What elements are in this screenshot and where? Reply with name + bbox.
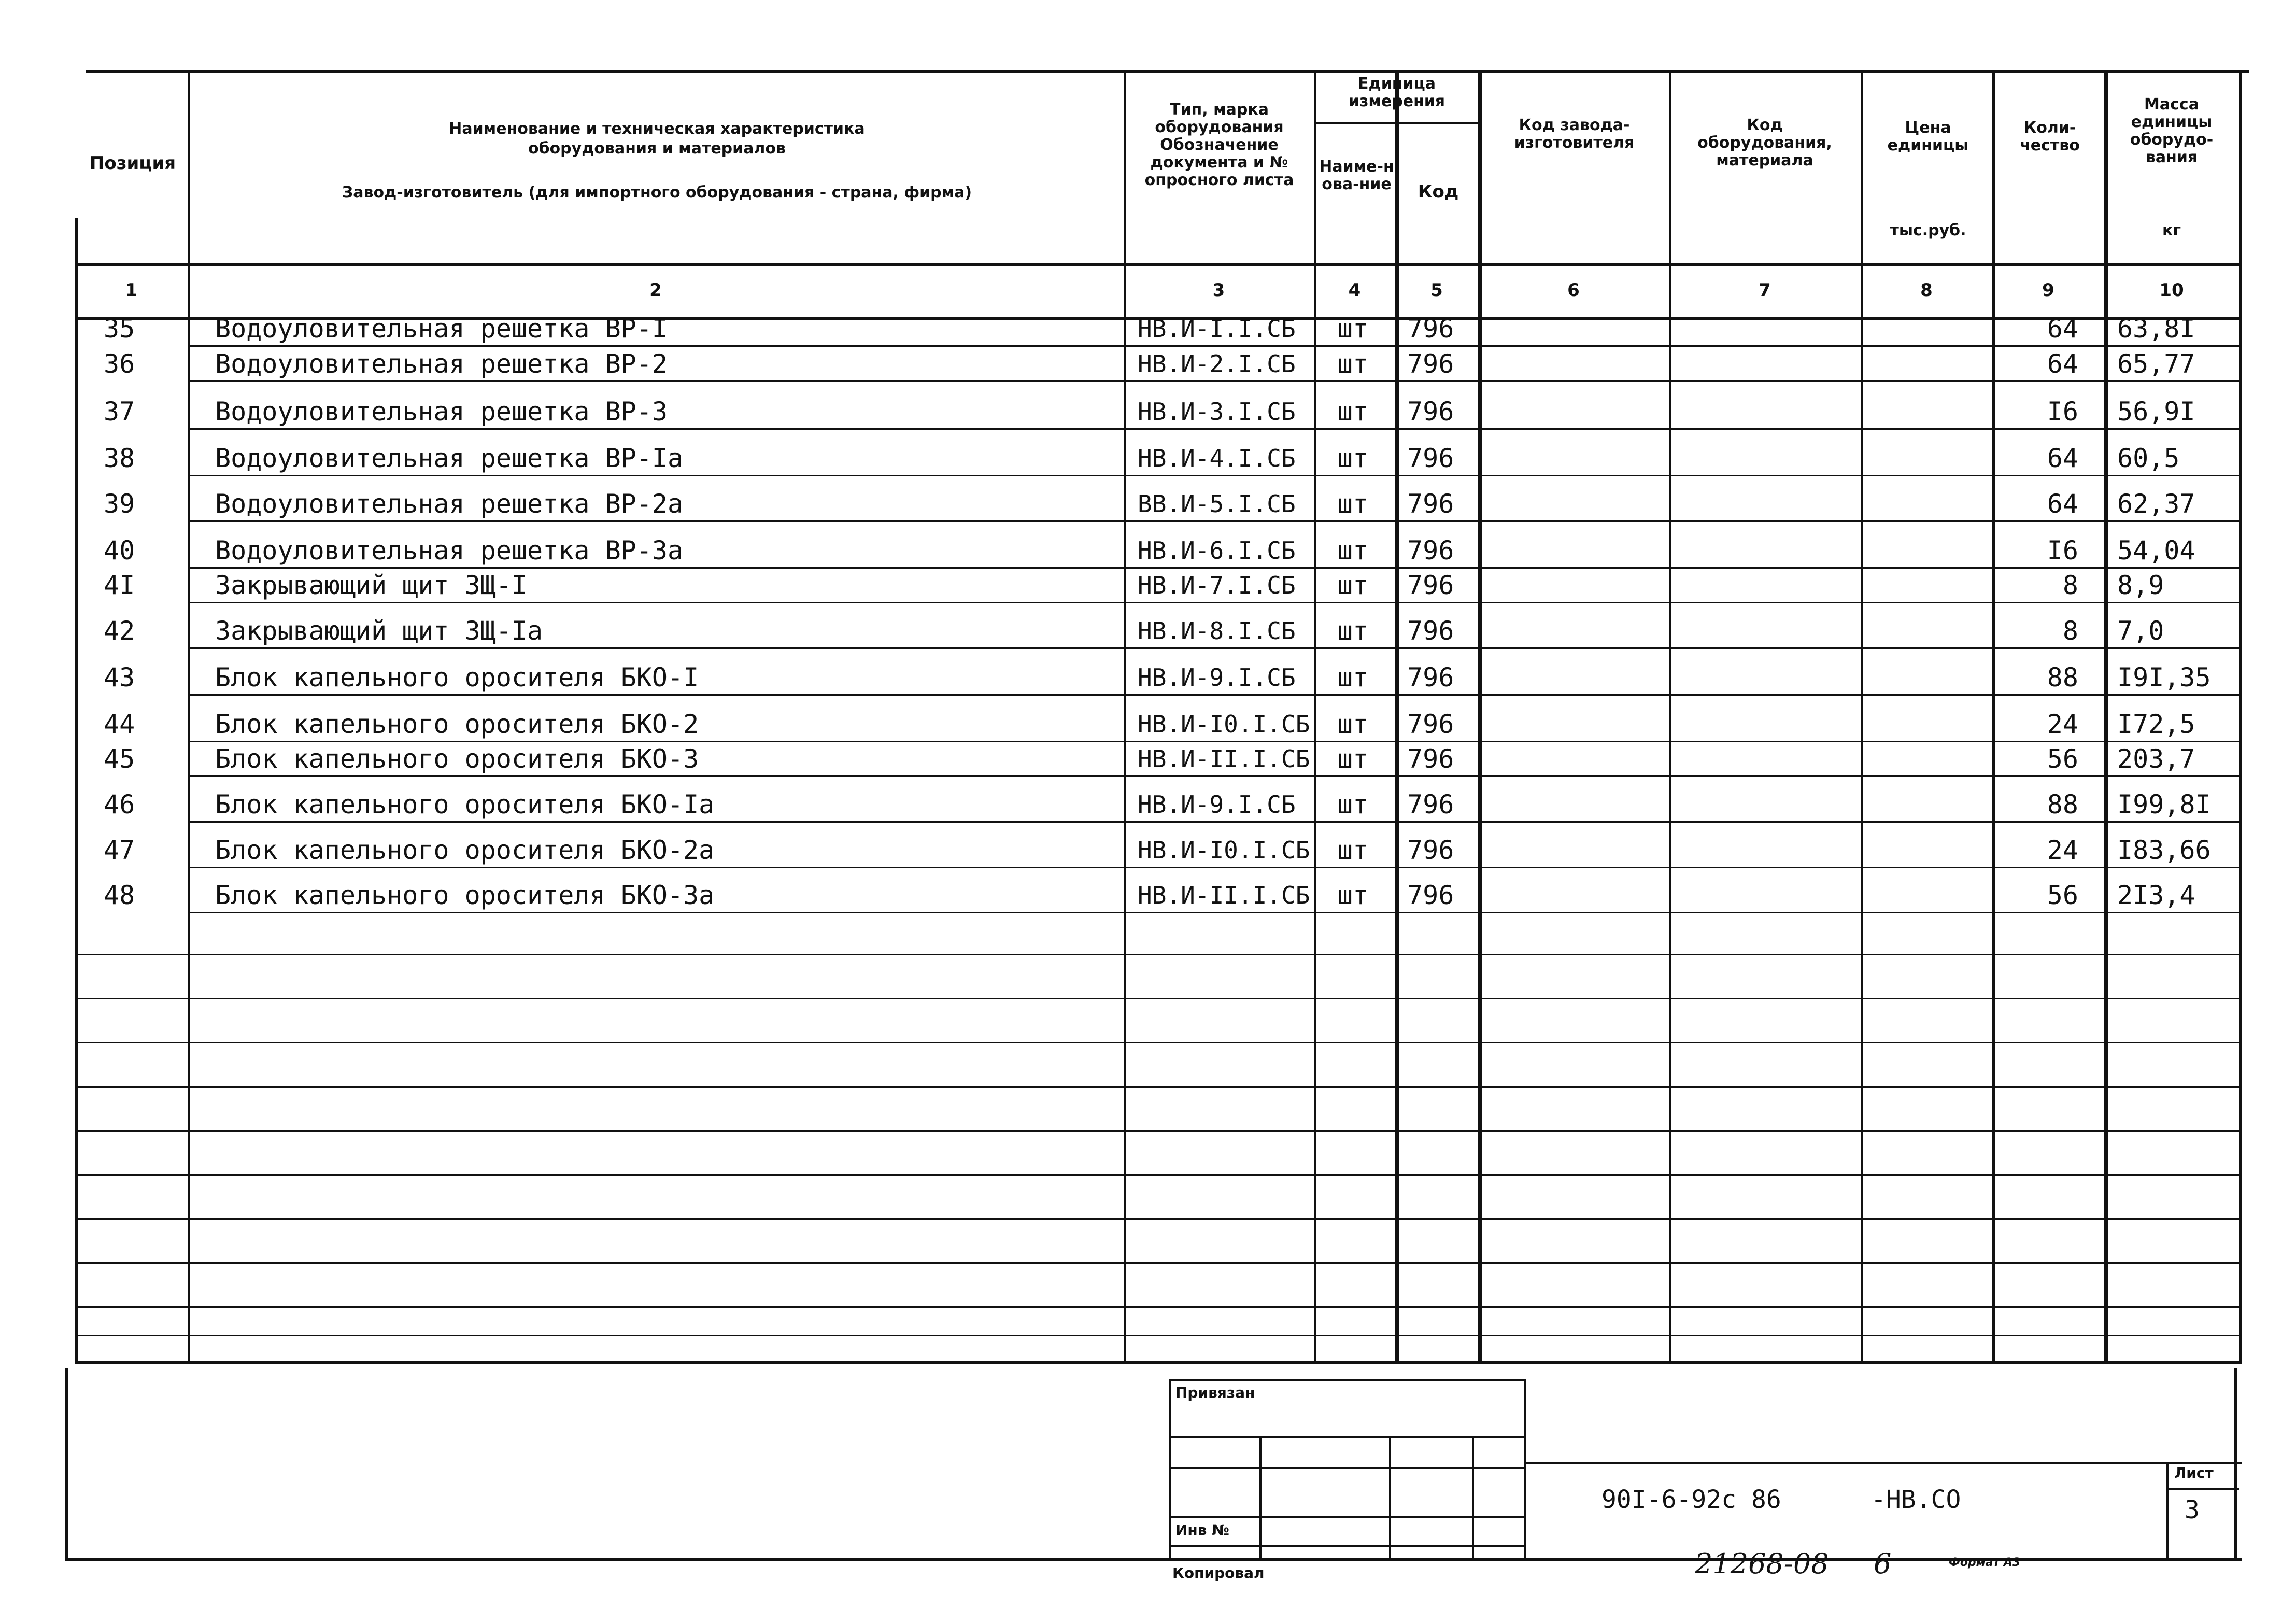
row-code: 796 bbox=[1407, 789, 1454, 820]
column-number: 1 bbox=[125, 280, 138, 301]
row-unit: шт bbox=[1337, 349, 1369, 379]
row-mass: 63,8I bbox=[2117, 314, 2195, 344]
unit-header-split bbox=[1314, 122, 1478, 124]
stamp-col-line bbox=[1389, 1436, 1391, 1560]
stamp-doc-top-border bbox=[1526, 1462, 2242, 1464]
column-header-name-line1: Наименование и техническая характеристика bbox=[449, 120, 865, 138]
column-divider bbox=[2239, 70, 2242, 1364]
document-suffix: -НВ.СО bbox=[1871, 1485, 1961, 1514]
row-position: 4I bbox=[104, 570, 135, 600]
column-number: 9 bbox=[2042, 280, 2054, 301]
row-position: 42 bbox=[104, 616, 135, 646]
row-mass: 54,04 bbox=[2117, 535, 2195, 566]
row-quantity: I6 bbox=[2047, 397, 2078, 427]
row-code: 796 bbox=[1407, 616, 1454, 646]
column-header-name-line2: оборудования и материалов bbox=[528, 139, 786, 158]
empty-row-rule bbox=[75, 954, 2239, 955]
row-quantity: 64 bbox=[2047, 443, 2078, 473]
format-label: Формат А3 bbox=[1949, 1556, 2021, 1569]
table-bottom-border bbox=[75, 1361, 2239, 1364]
row-position: 44 bbox=[104, 709, 135, 739]
row-position: 45 bbox=[104, 744, 135, 774]
row-code: 796 bbox=[1407, 397, 1454, 427]
row-type: НВ.И-9.I.СБ bbox=[1138, 791, 1296, 818]
empty-row-rule bbox=[75, 1086, 2239, 1088]
row-rule bbox=[188, 345, 2239, 347]
row-position: 48 bbox=[104, 880, 135, 910]
row-position: 43 bbox=[104, 662, 135, 693]
column-header-position: Позиция bbox=[89, 153, 176, 174]
row-mass: 7,0 bbox=[2117, 616, 2164, 646]
column-number: 7 bbox=[1759, 280, 1771, 301]
stamp-col-line bbox=[1472, 1436, 1474, 1560]
row-quantity: 56 bbox=[2047, 880, 2078, 910]
row-type: НВ.И-I.I.СБ bbox=[1138, 315, 1296, 343]
row-name: Водоуловительная решетка ВР-2 bbox=[215, 349, 668, 379]
empty-row-rule bbox=[75, 1042, 2239, 1043]
empty-row-rule bbox=[75, 1130, 2239, 1132]
row-unit: шт bbox=[1337, 397, 1369, 427]
row-rule bbox=[188, 821, 2239, 823]
row-name: Водоуловительная решетка ВР-I bbox=[215, 314, 668, 344]
column-divider bbox=[1314, 70, 1316, 1364]
stamp-sheet-split bbox=[2166, 1488, 2239, 1490]
row-position: 38 bbox=[104, 443, 135, 473]
row-code: 796 bbox=[1407, 314, 1454, 344]
row-mass: 60,5 bbox=[2117, 443, 2180, 473]
column-divider bbox=[188, 70, 190, 1364]
row-name: Закрывающий щит ЗЩ-Iа bbox=[215, 616, 543, 646]
row-rule bbox=[188, 647, 2239, 649]
stamp-inventory-label: Инв № bbox=[1175, 1521, 1229, 1539]
document-code: 90I-6-92с 86 bbox=[1601, 1485, 1781, 1514]
row-name: Закрывающий щит ЗЩ-I bbox=[215, 570, 528, 600]
row-mass: 8,9 bbox=[2117, 570, 2164, 600]
row-type: ВВ.И-5.I.СБ bbox=[1138, 490, 1296, 518]
column-header-unit-code: Код bbox=[1418, 181, 1459, 202]
row-unit: шт bbox=[1337, 744, 1369, 774]
row-unit: шт bbox=[1337, 880, 1369, 910]
row-name: Блок капельного оросителя БКО-Iа bbox=[215, 789, 715, 820]
row-rule bbox=[188, 520, 2239, 522]
row-quantity: 24 bbox=[2047, 709, 2078, 739]
header-bottom-border bbox=[75, 263, 2239, 266]
row-name: Блок капельного оросителя БКО-2а bbox=[215, 835, 715, 865]
row-name: Блок капельного оросителя БКО-I bbox=[215, 662, 699, 693]
row-quantity: 64 bbox=[2047, 314, 2078, 344]
row-rule bbox=[188, 567, 2239, 569]
sheet-number: 3 bbox=[2185, 1495, 2200, 1525]
column-header-mass-unit: кг bbox=[2162, 221, 2181, 239]
column-number: 10 bbox=[2159, 280, 2184, 301]
sheet-label: Лист bbox=[2174, 1464, 2214, 1481]
table-top-border bbox=[86, 70, 2249, 73]
stamp-copied-label: Копировал bbox=[1172, 1564, 1265, 1582]
column-header-equipment-code: Код оборудования, материала bbox=[1697, 116, 1832, 170]
empty-row-rule bbox=[75, 1174, 2239, 1176]
row-position: 37 bbox=[104, 397, 135, 427]
column-number: 6 bbox=[1567, 280, 1580, 301]
column-divider bbox=[1992, 70, 1995, 1364]
empty-row-rule bbox=[75, 1306, 2239, 1308]
empty-row-rule bbox=[75, 1335, 2239, 1336]
row-code: 796 bbox=[1407, 835, 1454, 865]
row-rule bbox=[188, 867, 2239, 868]
row-code: 796 bbox=[1407, 744, 1454, 774]
column-number: 8 bbox=[1920, 280, 1933, 301]
row-mass: 65,77 bbox=[2117, 349, 2195, 379]
row-rule bbox=[188, 602, 2239, 603]
row-rule bbox=[188, 912, 2239, 913]
row-position: 40 bbox=[104, 535, 135, 566]
row-unit: шт bbox=[1337, 489, 1369, 519]
row-rule bbox=[188, 775, 2239, 777]
row-position: 35 bbox=[104, 314, 135, 344]
row-rule bbox=[188, 380, 2239, 382]
frame-left-border bbox=[65, 1368, 68, 1560]
column-divider bbox=[1669, 70, 1671, 1364]
row-mass: 56,9I bbox=[2117, 397, 2195, 427]
row-quantity: 88 bbox=[2047, 789, 2078, 820]
row-type: НВ.И-2.I.СБ bbox=[1138, 350, 1296, 378]
column-divider bbox=[1395, 70, 1399, 1364]
row-type: НВ.И-I0.I.СБ bbox=[1138, 836, 1310, 864]
column-header-unit-group: Единица измерения bbox=[1348, 75, 1445, 110]
column-header-price: Цена единицы bbox=[1887, 119, 1969, 154]
stamp-right-border bbox=[1524, 1379, 1526, 1560]
stamp-col-line bbox=[1259, 1436, 1262, 1560]
row-quantity: 8 bbox=[2062, 616, 2078, 646]
row-unit: шт bbox=[1337, 835, 1369, 865]
row-name: Водоуловительная решетка ВР-Iа bbox=[215, 443, 684, 473]
row-code: 796 bbox=[1407, 709, 1454, 739]
row-type: НВ.И-4.I.СБ bbox=[1138, 444, 1296, 472]
empty-row-rule bbox=[75, 1262, 2239, 1264]
row-position: 39 bbox=[104, 489, 135, 519]
row-code: 796 bbox=[1407, 570, 1454, 600]
column-divider bbox=[2104, 70, 2108, 1364]
row-code: 796 bbox=[1407, 443, 1454, 473]
row-code: 796 bbox=[1407, 489, 1454, 519]
stamp-left-border bbox=[1169, 1379, 1171, 1560]
row-mass: I99,8I bbox=[2117, 789, 2211, 820]
row-type: НВ.И-8.I.СБ bbox=[1138, 617, 1296, 645]
row-unit: шт bbox=[1337, 314, 1369, 344]
row-mass: I9I,35 bbox=[2117, 662, 2211, 693]
frame-bottom-border bbox=[65, 1558, 2242, 1561]
row-unit: шт bbox=[1337, 570, 1369, 600]
column-header-mass: Масса единицы оборудо-вания bbox=[2130, 95, 2214, 166]
row-code: 796 bbox=[1407, 662, 1454, 693]
column-number: 4 bbox=[1348, 280, 1361, 301]
handwritten-digit: 6 bbox=[1874, 1547, 1892, 1580]
row-unit: шт bbox=[1337, 616, 1369, 646]
stamp-sheet-left-border bbox=[2166, 1462, 2169, 1558]
row-position: 46 bbox=[104, 789, 135, 820]
row-quantity: 56 bbox=[2047, 744, 2078, 774]
row-type: НВ.И-3.I.СБ bbox=[1138, 398, 1296, 426]
column-divider bbox=[1124, 70, 1126, 1364]
row-mass: 203,7 bbox=[2117, 744, 2195, 774]
row-unit: шт bbox=[1337, 535, 1369, 566]
row-type: НВ.И-9.I.СБ bbox=[1138, 664, 1296, 691]
column-header-unit-name: Наиме-нова-ние bbox=[1319, 158, 1394, 193]
row-mass: I83,66 bbox=[2117, 835, 2211, 865]
row-mass: 2I3,4 bbox=[2117, 880, 2195, 910]
row-type: НВ.И-I0.I.СБ bbox=[1138, 710, 1310, 738]
row-name: Блок капельного оросителя БКО-3 bbox=[215, 744, 699, 774]
row-quantity: 64 bbox=[2047, 349, 2078, 379]
row-code: 796 bbox=[1407, 535, 1454, 566]
row-quantity: 24 bbox=[2047, 835, 2078, 865]
column-divider bbox=[1861, 70, 1863, 1364]
row-type: НВ.И-II.I.СБ bbox=[1138, 745, 1310, 773]
row-quantity: 8 bbox=[2062, 570, 2078, 600]
row-quantity: 88 bbox=[2047, 662, 2078, 693]
row-quantity: I6 bbox=[2047, 535, 2078, 566]
row-type: НВ.И-6.I.СБ bbox=[1138, 537, 1296, 564]
column-number: 3 bbox=[1212, 280, 1225, 301]
row-position: 36 bbox=[104, 349, 135, 379]
column-header-name-line3: Завод-изготовитель (для импортного оборудования - страна, фирма) bbox=[342, 184, 972, 202]
row-unit: шт bbox=[1337, 709, 1369, 739]
row-mass: I72,5 bbox=[2117, 709, 2195, 739]
empty-row-rule bbox=[75, 998, 2239, 999]
column-header-factory-code: Код завода-изготовителя bbox=[1514, 116, 1635, 152]
stamp-top-border bbox=[1169, 1379, 1526, 1381]
row-unit: шт bbox=[1337, 662, 1369, 693]
row-name: Блок капельного оросителя БКО-2 bbox=[215, 709, 699, 739]
row-rule bbox=[188, 694, 2239, 696]
stamp-attached-label: Привязан bbox=[1175, 1384, 1255, 1401]
row-code: 796 bbox=[1407, 880, 1454, 910]
handwritten-inventory-number: 21268-08 bbox=[1695, 1547, 1829, 1580]
empty-row-rule bbox=[75, 1218, 2239, 1220]
row-type: НВ.И-II.I.СБ bbox=[1138, 881, 1310, 909]
row-name: Блок капельного оросителя БКО-3а bbox=[215, 880, 715, 910]
row-name: Водоуловительная решетка ВР-3 bbox=[215, 397, 668, 427]
column-divider bbox=[75, 218, 78, 1364]
row-quantity: 64 bbox=[2047, 489, 2078, 519]
row-rule bbox=[188, 741, 2239, 742]
column-header-type: Тип, марка оборудования Обозначение документа и № опросного листа bbox=[1144, 101, 1294, 189]
row-name: Водоуловительная решетка ВР-2а bbox=[215, 489, 684, 519]
column-number: 5 bbox=[1430, 280, 1443, 301]
row-name: Водоуловительная решетка ВР-3а bbox=[215, 535, 684, 566]
row-type: НВ.И-7.I.СБ bbox=[1138, 571, 1296, 599]
row-rule bbox=[188, 475, 2239, 476]
row-unit: шт bbox=[1337, 443, 1369, 473]
row-position: 47 bbox=[104, 835, 135, 865]
row-rule bbox=[188, 428, 2239, 430]
column-divider bbox=[1478, 70, 1482, 1364]
row-code: 796 bbox=[1407, 349, 1454, 379]
column-header-quantity: Коли-чество bbox=[2020, 119, 2080, 154]
column-header-price-unit: тыс.руб. bbox=[1890, 221, 1966, 239]
row-unit: шт bbox=[1337, 789, 1369, 820]
row-mass: 62,37 bbox=[2117, 489, 2195, 519]
column-number: 2 bbox=[649, 280, 662, 301]
